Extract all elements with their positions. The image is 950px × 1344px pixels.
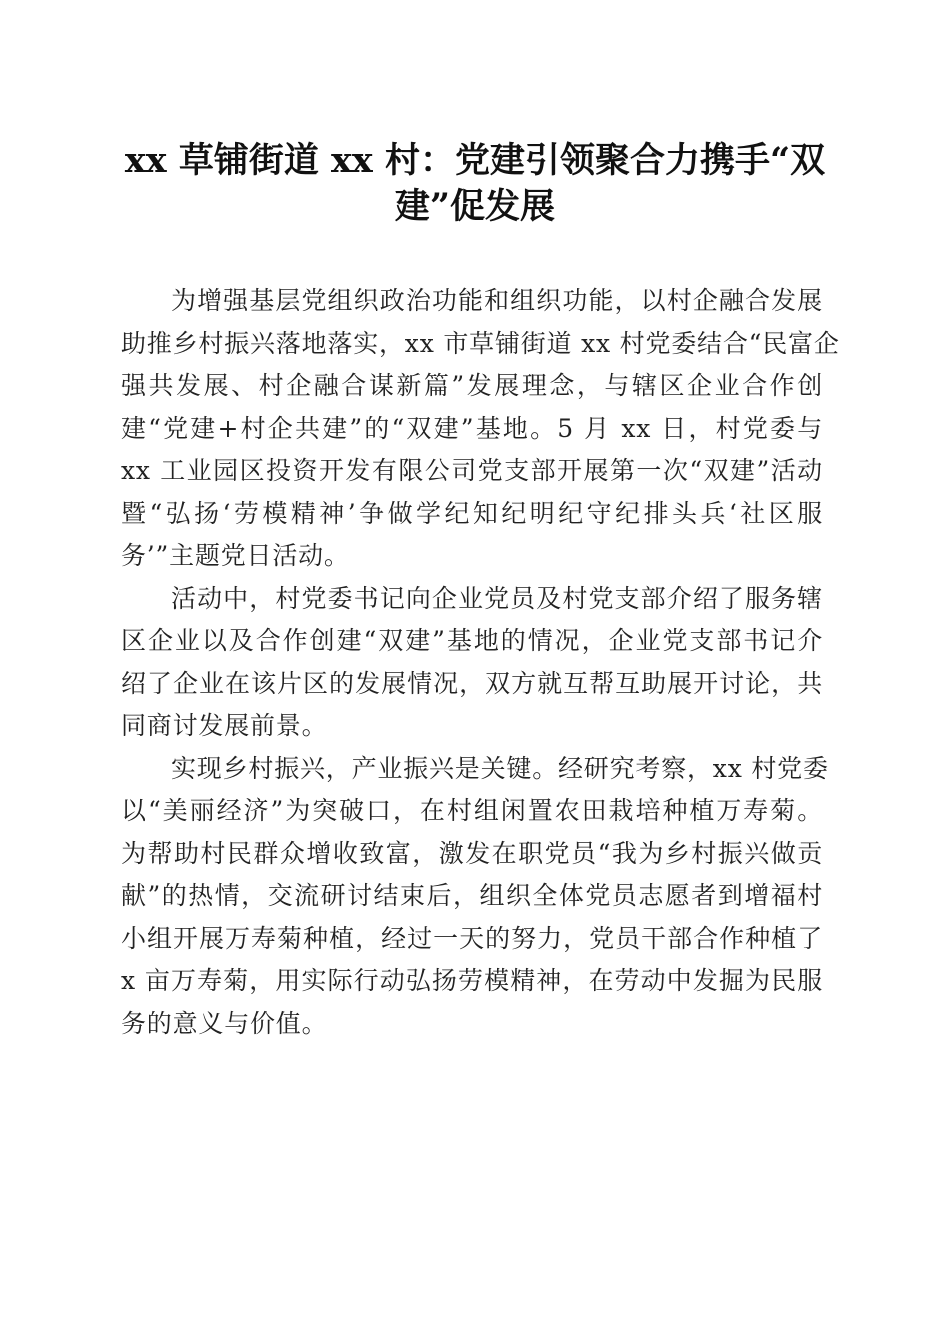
paragraph-line: 区企业以及合作创建“双建”基地的情况，企业党支部书记介 — [121, 626, 823, 655]
paragraph-line: 助推乡村振兴落地落实，xx 市草铺街道 xx 村党委结合“民富企 — [121, 328, 840, 358]
title-line: 建”促发展 — [394, 186, 556, 227]
paragraph-line: 同商讨发展前景。 — [121, 711, 328, 740]
paragraph-line: 为帮助村民群众增收致富，激发在职党员“我为乡村振兴做贡 — [121, 838, 823, 868]
paragraph-2 — [121, 578, 823, 748]
paragraph-line: 绍了企业在该片区的发展情况，双方就互帮互助展开讨论，共 — [121, 668, 823, 698]
paragraph-line: 为增强基层党组织政治功能和组织功能，以村企融合发展 — [171, 286, 823, 315]
paragraph-line: 建“党建+村企共建”的“双建”基地。5 月 xx 日，村党委与 — [121, 413, 823, 443]
paragraph-line: 献”的热情，交流研讨结束后，组织全体党员志愿者到增福村 — [121, 881, 823, 910]
paragraph-line: x 亩万寿菊，用实际行动弘扬劳模精神，在劳动中发掘为民服 — [121, 966, 823, 995]
article-body — [121, 280, 840, 1045]
paragraph-line: 务’”主题党日活动。 — [121, 541, 350, 570]
paragraph-line: 务的意义与价值。 — [121, 1008, 328, 1038]
paragraph-line: 暨“弘扬‘劳模精神’争做学纪知纪明纪守纪排头兵‘社区服 — [121, 498, 823, 528]
paragraph-line: xx 工业园区投资开发有限公司党支部开展第一次“双建”活动 — [121, 456, 823, 485]
paragraph-3 — [121, 748, 829, 1046]
paragraph-line: 以“美丽经济”为突破口，在村组闲置农田栽培种植万寿菊。 — [121, 796, 823, 825]
paragraph-line: 活动中，村党委书记向企业党员及村党支部介绍了服务辖 — [171, 583, 823, 613]
paragraph-line: 强共发展、村企融合谋新篇”发展理念，与辖区企业合作创 — [121, 371, 823, 400]
paragraph-1 — [121, 280, 840, 578]
paragraph-line: 实现乡村振兴，产业振兴是关键。经研究考察，xx 村党委 — [171, 753, 829, 783]
title-line: xx 草铺街道 xx 村：党建引领聚合力携手“双 — [124, 140, 826, 181]
article-title — [110, 138, 840, 230]
paragraph-line: 小组开展万寿菊种植，经过一天的努力，党员干部合作种植了 — [121, 923, 823, 953]
